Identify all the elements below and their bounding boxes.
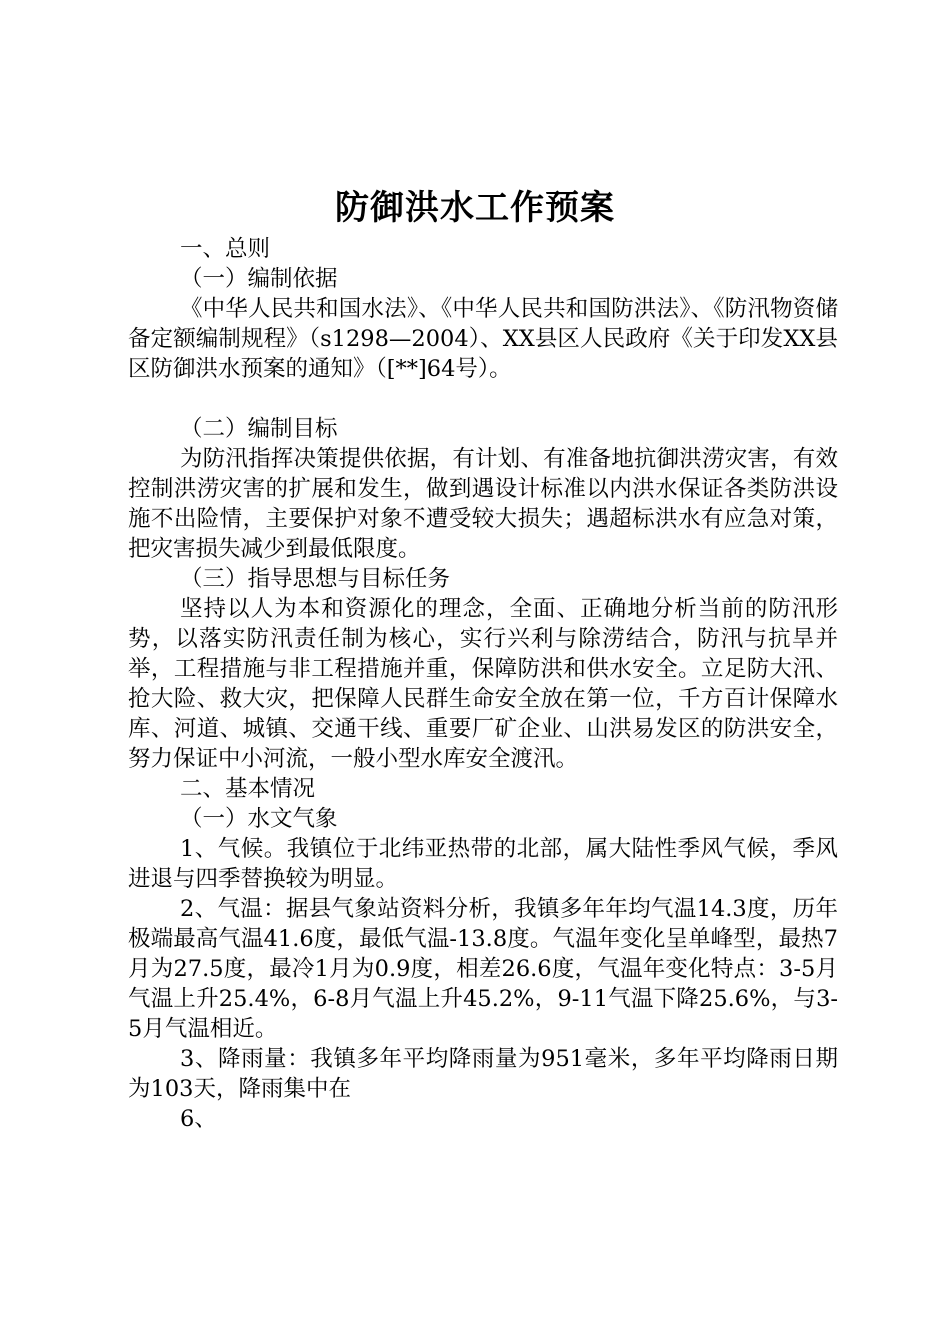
subsection-heading-guiding-ideas: （三）指导思想与目标任务 bbox=[180, 566, 451, 592]
subsection-heading-basis: （一）编制依据 bbox=[180, 266, 338, 292]
subsection-heading-hydrology: （一）水文气象 bbox=[180, 806, 338, 832]
document-title: 防御洪水工作预案 bbox=[335, 188, 615, 228]
paragraph-temperature: 2、气温：据县气象站资料分析，我镇多年年均气温14.3度，历年极端最高气温41.6度，最低气温-13.8度。气温年变化呈单峰型，最热7月为27.5度，最冷1月为0.9度，相差26.6度，气温年变化特点：3-5月气温上升25.4%，6-8月气温上升45.2%，9-11气温下降25.6%，与3-5月气温相近。 bbox=[128, 896, 838, 1042]
section-heading-general: 一、总则 bbox=[180, 236, 271, 262]
paragraph-goals: 为防汛指挥决策提供依据，有计划、有准备地抗御洪涝灾害，有效控制洪涝灾害的扩展和发生，做到遇设计标准以内洪水保证各类防洪设施不出险情，主要保护对象不遭受较大损失；遇超标洪水有应急对策，把灾害损失减少到最低限度。 bbox=[128, 446, 838, 562]
subsection-heading-goals: （二）编制目标 bbox=[180, 416, 338, 442]
section-heading-basic-info: 二、基本情况 bbox=[180, 776, 316, 802]
paragraph-guiding-ideas: 坚持以人为本和资源化的理念，全面、正确地分析当前的防汛形势，以落实防汛责任制为核心，实行兴利与除涝结合，防汛与抗旱并举，工程措施与非工程措施并重，保障防洪和供水安全。立足防大汛、抢大险、救大灾，把保障人民群生命安全放在第一位，千方百计保障水库、河道、城镇、交通干线、重要厂矿企业、山洪易发区的防洪安全，努力保证中小河流，一般小型水库安全渡汛。 bbox=[128, 596, 838, 772]
paragraph-climate: 1、气候。我镇位于北纬亚热带的北部，属大陆性季风气候，季风进退与四季替换较为明显。 bbox=[128, 836, 838, 892]
paragraph-item-6: 6、 bbox=[180, 1106, 217, 1132]
document-body bbox=[128, 234, 838, 1134]
paragraph-basis: 《中华人民共和国水法》、《中华人民共和国防洪法》、《防汛物资储备定额编制规程》（s1298—2004）、XX县区人民政府《关于印发XX县区防御洪水预案的通知》（[**]64号）。 bbox=[128, 296, 838, 382]
paragraph-rainfall: 3、降雨量：我镇多年平均降雨量为951毫米，多年平均降雨日期为103天，降雨集中在 bbox=[128, 1046, 838, 1102]
